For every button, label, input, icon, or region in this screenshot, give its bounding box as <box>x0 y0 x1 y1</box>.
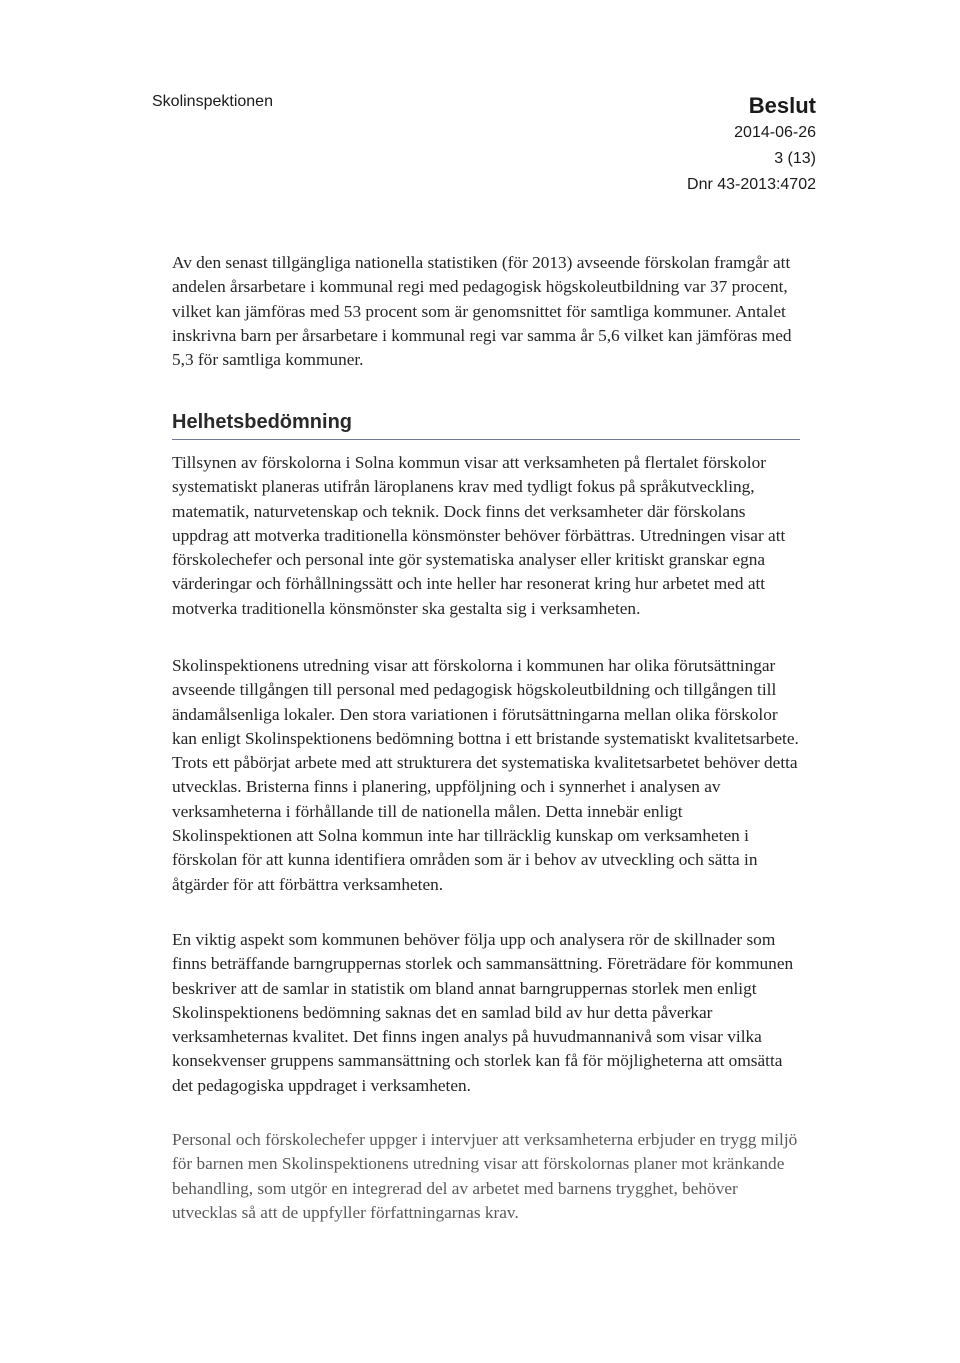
paragraph-text: Tillsynen av förskolorna i Solna kommun visar att verksamheten på flertalet förskolor systematiskt planeras utifrån läroplanens krav med tydligt fokus på språkutveckling, matematik, naturvetenskap och teknik. Dock finns det verksamheter där förskolans uppdrag att motverka traditionella könsmönster behöver förbättras. Utredningen visar att förskolechefer och personal inte gör systematiska analyser eller kritiskt granskar egna värderingar och förhållningssätt och inte heller har resonerat kring hur arbetet med att motverka traditionella könsmönster ska gestalta sig i verksamheten. <box>172 453 786 618</box>
document-type: Beslut <box>748 93 816 118</box>
intro-paragraph <box>172 251 804 372</box>
paragraph-text: En viktig aspekt som kommunen behöver följa upp och analysera rör de skillnader som finns beträffande barngruppernas storlek och sammansättning. Företrädare för kommunen beskriver att de samlar in statistik om bland annat barngruppernas storlek men enligt Skolinspektionens bedömning saknas det en samlad bild av hur detta påverkar verksamheternas kvalitet. Det finns ingen analys på huvudmannanivå som visar vilka konsekvenser gruppens sammansättning och storlek kan få för möjligheterna att omsätta det pedagogiska uppdraget i verksamheten. <box>172 930 794 1095</box>
section-heading: Helhetsbedömning <box>172 411 800 440</box>
organization-name: Skolinspektionen <box>152 93 273 110</box>
paragraph-text: Personal och förskolechefer uppger i intervjuer att verksamheterna erbjuder en trygg miljö för barnen men Skolinspektionens utredning visar att förskolornas planer mot kränkande behandling, som utgör en integrerad del av arbetet med barnens trygghet, behöver utvecklas så att de uppfyller författningarnas krav. <box>172 1130 798 1222</box>
paragraph-4 <box>172 1128 804 1225</box>
document-date: 2014-06-26 <box>734 124 816 141</box>
paragraph-3 <box>172 928 804 1098</box>
page-number: 3 (13) <box>774 150 816 167</box>
document-meta <box>687 92 816 198</box>
paragraph-2 <box>172 654 804 897</box>
reference-number: Dnr 43-2013:4702 <box>687 176 816 193</box>
paragraph-text: Skolinspektionens utredning visar att förskolorna i kommunen har olika förutsättningar avseende tillgången till personal med pedagogisk högskoleutbildning och tillgången till ändamålsenliga lokaler. Den stora variationen i förutsättningarna mellan olika förskolor kan enligt Skolinspektionens bedömning bottna i ett bristande systematiskt kvalitetsarbete. Trots ett påbörjat arbete med att strukturera det systematiska kvalitetsarbetet behöver detta utvecklas. Bristerna finns i planering, uppföljning och i synnerhet i analysen av verksamheterna i förhållande till de nationella målen. Detta innebär enligt Skolinspektionen att Solna kommun inte har tillräcklig kunskap om verksamheten i förskolan för att kunna identifiera områden som är i behov av utveckling och sätta in åtgärder för att förbättra verksamheten. <box>172 656 799 894</box>
paragraph-1 <box>172 451 804 621</box>
paragraph-text: Av den senast tillgängliga nationella statistiken (för 2013) avseende förskolan framgår att andelen årsarbetare i kommunal regi med pedagogisk högskoleutbildning var 37 procent, vilket kan jämföras med 53 procent som är genomsnittet för samtliga kommuner. Antalet inskrivna barn per årsarbetare i kommunal regi var samma år 5,6 vilket kan jämföras med 5,3 för samtliga kommuner. <box>172 253 792 370</box>
